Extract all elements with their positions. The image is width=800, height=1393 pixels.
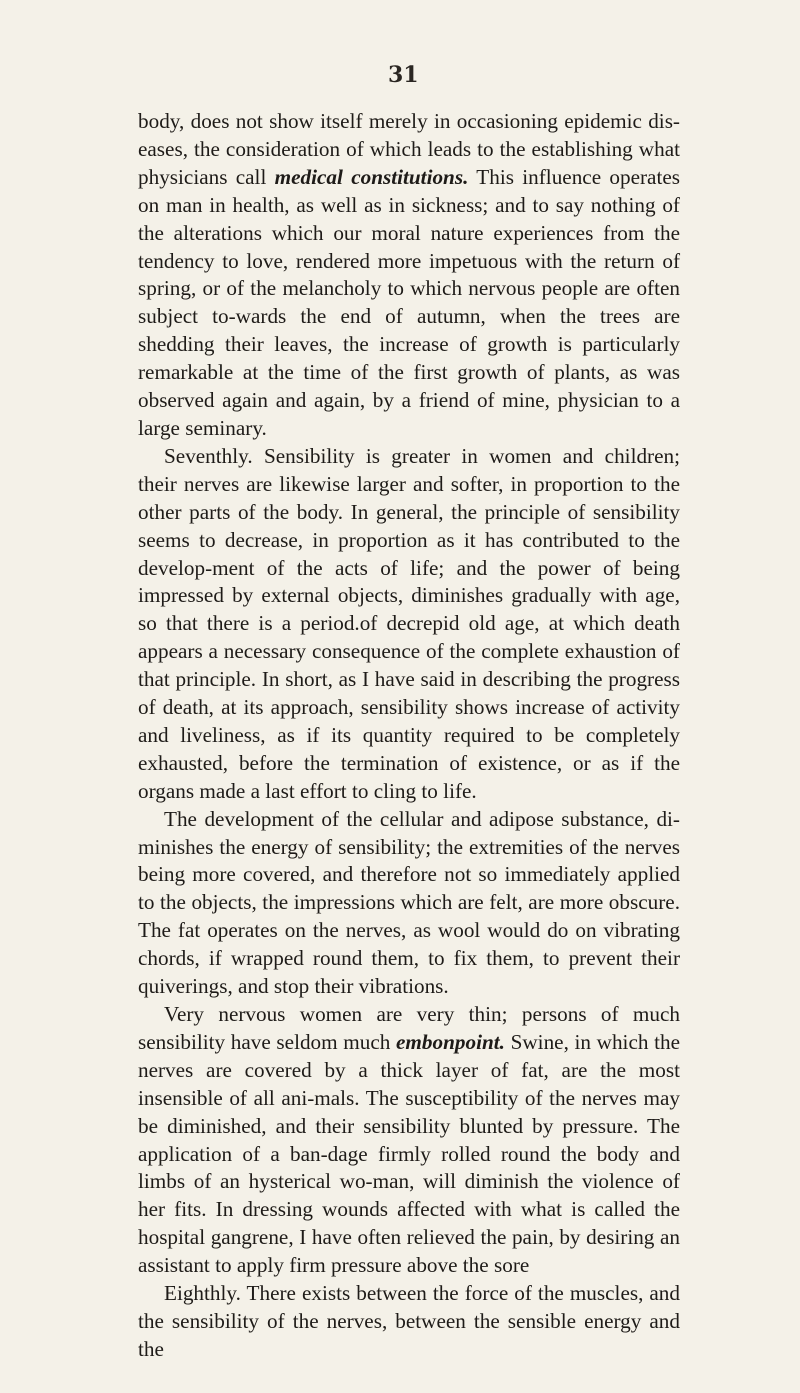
text-run: This influence operates on man in health, as well as in sickness; and to say nothing of the alterations which our moral nature experiences from the tendency to love, rendered more impetuous with the return of spring, or of the melancholy to which nervous people are often subject to-wards the end of autumn, when the trees are shedding their leaves, the increase of growth is particularly remarkable at the time of the first growth of plants, as was observed again and again, by a friend of mine, physician to a large seminary. <box>138 164 680 440</box>
text-run: Swine, in which the nerves are covered by a thick layer of fat, are the most insensible of all ani-mals. The susceptibility of the nerves may be diminished, and their sensibility blunted by pressure. The application of a ban-dage firmly rolled round the body and limbs of an hysterical wo-man, will diminish the violence of her fits. In dressing wounds affected with what is called the hospital gangrene, I have often relieved the pain, by desiring an assistant to apply firm pressure above the sore <box>138 1029 680 1278</box>
page-number: 31 <box>388 62 419 88</box>
text-run: body, does not show itself merely in occasioning epidemic dis-eases, the consideration of which leads to the establishing what physicians call <box>138 109 680 189</box>
text-run: Eighthly. There exists between the force of the muscles, and the sensibility of the nerves, between the sensible energy and the <box>138 1281 680 1361</box>
body-text <box>138 108 680 1364</box>
text-run: The development of the cellular and adipose substance, di-minishes the energy of sensibility; the extremities of the nerves being more covered, and therefore not so immediately applied to the objects, the impressions which are felt, are more obscure. The fat operates on the nerves, as wool would do on vibrating chords, if wrapped round them, to fix them, to prevent their quiverings, and stop their vibrations. <box>138 806 680 999</box>
paragraph <box>138 1280 680 1364</box>
italic-phrase: embonpoint. <box>396 1029 505 1054</box>
text-run: Very nervous women are very thin; persons of much sensibility have seldom much <box>138 1002 680 1054</box>
paragraph <box>138 806 680 1001</box>
text-run: Seventhly. Sensibility is greater in women and children; their nerves are likewise larger and softer, in proportion to the other parts of the body. In general, the principle of sensibility seems to decrease, in proportion as it has contributed to the develop-ment of the acts of life; and the power of being impressed by external objects, diminishes gradually with age, so that there is a period.of decrepid old age, at which death appears a necessary consequence of the complete exhaustion of that principle. In short, as I have said in describing the progress of death, at its approach, sensibility shows increase of activity and liveliness, as if its quantity required to be completely exhausted, before the termination of existence, or as if the organs made a last effort to cling to life. <box>138 443 680 803</box>
italic-phrase: medical constitutions. <box>274 164 469 189</box>
paragraph <box>138 443 680 806</box>
paragraph <box>138 108 680 443</box>
paragraph <box>138 1001 680 1280</box>
